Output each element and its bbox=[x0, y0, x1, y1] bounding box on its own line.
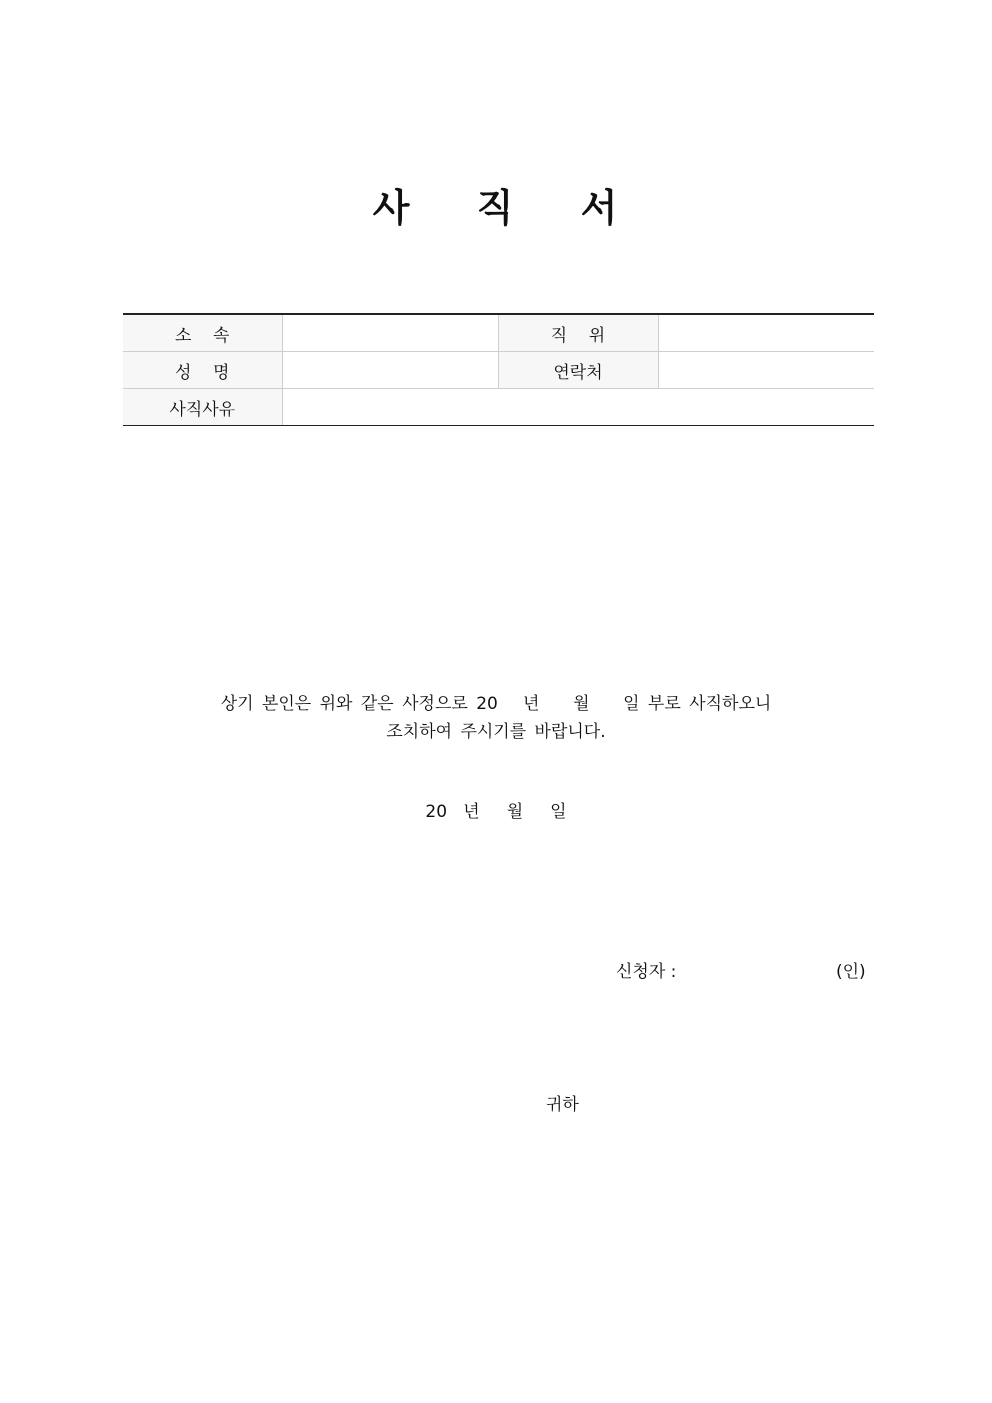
position-label: 직 위 bbox=[498, 314, 658, 352]
recipient-suffix: 귀하 bbox=[546, 1095, 579, 1115]
statement-line-2: 조치하여 주시기를 바랍니다. bbox=[386, 722, 606, 742]
applicant-label: 신청자 : bbox=[616, 962, 677, 982]
date-line: 20 년 월 일 bbox=[425, 802, 567, 822]
statement bbox=[0, 690, 992, 746]
document-title: 사 직 서 bbox=[372, 186, 620, 230]
reason-field[interactable] bbox=[282, 389, 874, 426]
table-row bbox=[123, 352, 874, 389]
contact-label: 연락처 bbox=[498, 352, 658, 389]
name-label: 성 명 bbox=[123, 352, 282, 389]
reason-label: 사직사유 bbox=[123, 389, 282, 426]
position-field[interactable] bbox=[658, 314, 874, 352]
statement-line-1: 상기 본인은 위와 같은 사정으로 20 년 월 일 부로 사직하오니 bbox=[220, 694, 772, 714]
seal-label: (인) bbox=[836, 962, 866, 982]
applicant-line bbox=[616, 958, 866, 986]
table-row bbox=[123, 389, 874, 426]
table-row bbox=[123, 314, 874, 352]
info-table bbox=[123, 313, 874, 426]
name-field[interactable] bbox=[282, 352, 498, 389]
affiliation-field[interactable] bbox=[282, 314, 498, 352]
affiliation-label: 소 속 bbox=[123, 314, 282, 352]
contact-field[interactable] bbox=[658, 352, 874, 389]
